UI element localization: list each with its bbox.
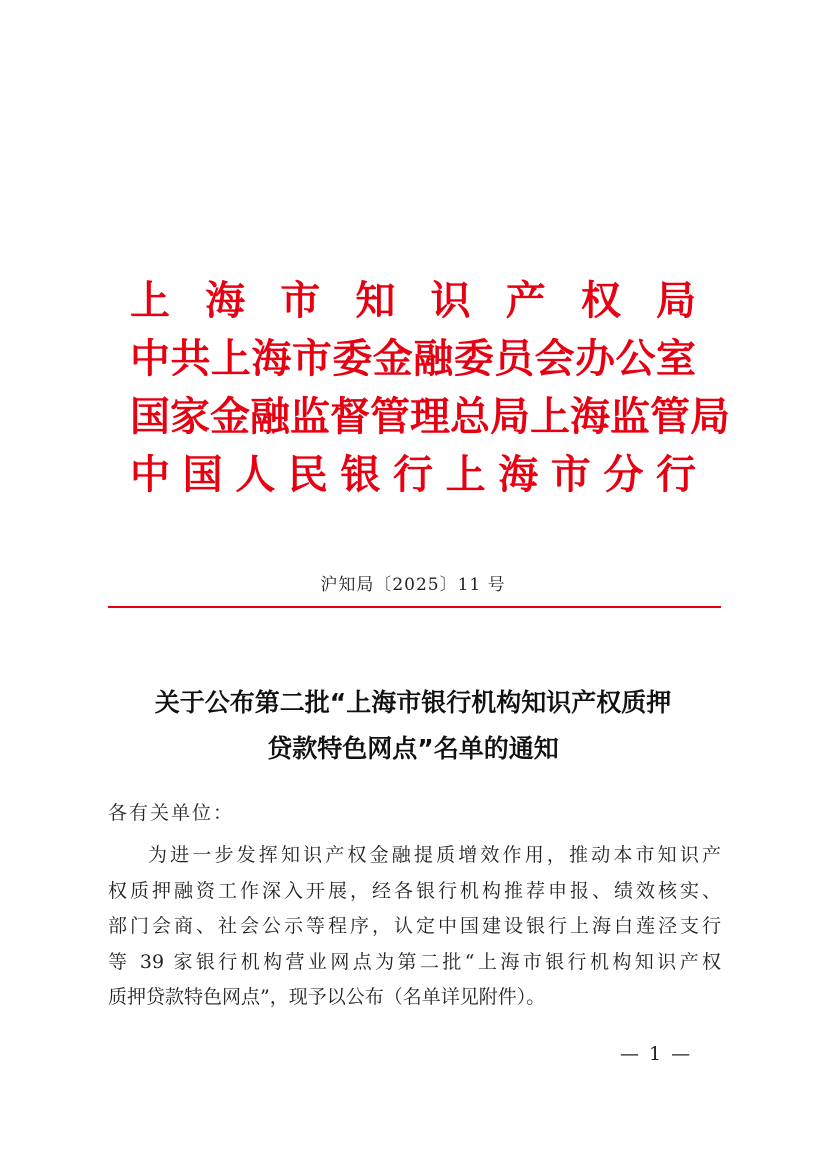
salutation: 各有关单位： bbox=[108, 802, 235, 824]
document-number: 沪知局〔2025〕11 号 bbox=[320, 575, 506, 595]
body-paragraph bbox=[108, 838, 721, 1016]
page-number: — 1 — bbox=[620, 1043, 693, 1065]
body-line: 质押贷款特色网点”，现予以公布（名单详见附件）。 bbox=[108, 986, 546, 1008]
notice-title-line-2: 贷款特色网点”名单的通知 bbox=[267, 734, 559, 763]
issuer-line: 国家金融监督管理总局上海监管局 bbox=[130, 393, 730, 440]
notice-title-line-1: 关于公布第二批“上海市银行机构知识产权质押 bbox=[154, 688, 672, 717]
body-line: 部门会商、社会公示等程序，认定中国建设银行上海白莲泾支行 bbox=[108, 915, 721, 937]
issuer-line: 中国人民银行上海市分行 bbox=[130, 451, 696, 498]
red-divider bbox=[108, 606, 721, 608]
issuer-header bbox=[130, 272, 730, 504]
issuer-line: 中共上海市委金融委员会办公室 bbox=[130, 335, 696, 382]
notice-title bbox=[100, 680, 726, 772]
body-line: 等 39 家银行机构营业网点为第二批“上海市银行机构知识产权 bbox=[108, 950, 721, 973]
body-line: 为进一步发挥知识产权金融提质增效作用，推动本市知识产 bbox=[148, 844, 721, 866]
issuer-line: 上海市知识产权局 bbox=[130, 277, 696, 324]
body-line: 权质押融资工作深入开展，经各银行机构推荐申报、绩效核实、 bbox=[108, 879, 721, 902]
